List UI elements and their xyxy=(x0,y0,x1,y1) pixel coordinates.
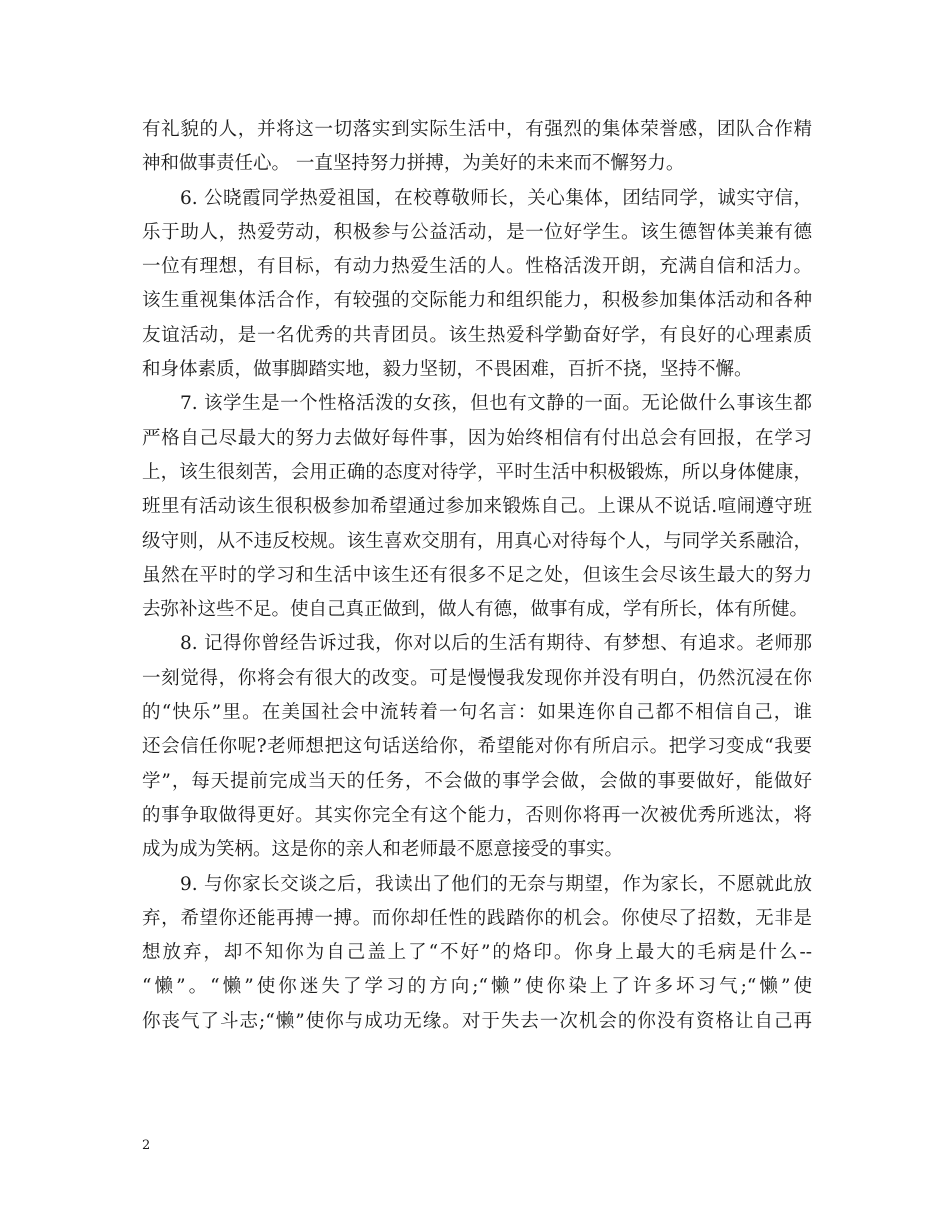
text-line: 神和做事责任心。 一直坚持努力拼搏，为美好的未来而不懈努力。 xyxy=(142,153,685,175)
text-line: 该生重视集体活合作，有较强的交际能力和组织能力，积极参加集体活动和各种 xyxy=(142,290,812,312)
text-line: 友谊活动，是一名优秀的共青团员。该生热爱科学勤奋好学，有良好的心理素质 xyxy=(142,324,812,346)
text-line: 8. 记得你曾经告诉过我，你对以后的生活有期待、有梦想、有追求。老师那 xyxy=(180,633,812,655)
text-line: 一位有理想，有目标，有动力热爱生活的人。性格活泼开朗，充满自信和活力。 xyxy=(142,256,812,278)
text-line: 乐于助人，热爱劳动，积极参与公益活动，是一位好学生。该生德智体美兼有德 xyxy=(142,221,812,243)
text-line: 班里有活动该生很积极参加希望通过参加来锻炼自己。上课从不说话.喧闹遵守班 xyxy=(142,496,812,518)
text-line: 弃，希望你还能再搏一搏。而你却任性的践踏你的机会。你使尽了招数，无非是 xyxy=(142,907,812,929)
text-line: 9. 与你家长交谈之后，我读出了他们的无奈与期望，作为家长，不愿就此放 xyxy=(180,873,812,895)
text-line: 你丧气了斗志;“懒”使你与成功无缘。对于失去一次机会的你没有资格让自己再 xyxy=(142,1010,812,1032)
text-line: 还会信任你呢?老师想把这句话送给你，希望能对你有所启示。把学习变成“我要 xyxy=(142,736,812,758)
text-line: 虽然在平时的学习和生活中该生还有很多不足之处，但该生会尽该生最大的努力 xyxy=(142,564,812,586)
document-body xyxy=(142,113,812,1039)
text-line: 上，该生很刻苦，会用正确的态度对待学，平时生活中积极锻炼，所以身体健康， xyxy=(142,461,812,483)
text-line: 的事争取做得更好。其实你完全有这个能力，否则你将再一次被优秀所逃汰，将 xyxy=(142,804,812,826)
text-line: 严格自己尽最大的努力去做好每件事，因为始终相信有付出总会有回报，在学习 xyxy=(142,427,812,449)
text-line: 成为成为笑柄。这是你的亲人和老师最不愿意接受的事实。 xyxy=(142,839,624,861)
text-line: 7. 该学生是一个性格活泼的女孩，但也有文静的一面。无论做什么事该生都 xyxy=(180,393,812,415)
text-line: 有礼貌的人，并将这一切落实到实际生活中，有强烈的集体荣誉感，团队合作精 xyxy=(142,119,812,140)
page-number: 2 xyxy=(142,1138,151,1153)
text-line: 的“快乐”里。在美国社会中流转着一句名言：如果连你自己都不相信自己，谁 xyxy=(142,702,812,724)
text-line: 学”，每天提前完成当天的任务，不会做的事学会做，会做的事要做好，能做好 xyxy=(142,770,812,792)
text-line: 和身体素质，做事脚踏实地，毅力坚韧，不畏困难，百折不挠，坚持不懈。 xyxy=(142,359,753,381)
text-line: 想放弃，却不知你为自己盖上了“不好”的烙印。你身上最大的毛病是什么-- xyxy=(142,942,812,964)
text-line: 级守则，从不违反校规。该生喜欢交朋有，用真心对待每个人，与同学关系融洽， xyxy=(142,530,812,552)
text-line: 去弥补这些不足。使自己真正做到，做人有德，做事有成，学有所长，体有所健。 xyxy=(142,599,809,621)
text-line: 6. 公晓霞同学热爱祖国，在校尊敬师长，关心集体，团结同学，诚实守信， xyxy=(180,187,812,209)
text-line: “懒”。“懒”使你迷失了学习的方向;“懒”使你染上了许多坏习气;“懒”使 xyxy=(142,976,812,998)
text-line: 一刻觉得，你将会有很大的改变。可是慢慢我发现你并没有明白，仍然沉浸在你 xyxy=(142,667,812,689)
